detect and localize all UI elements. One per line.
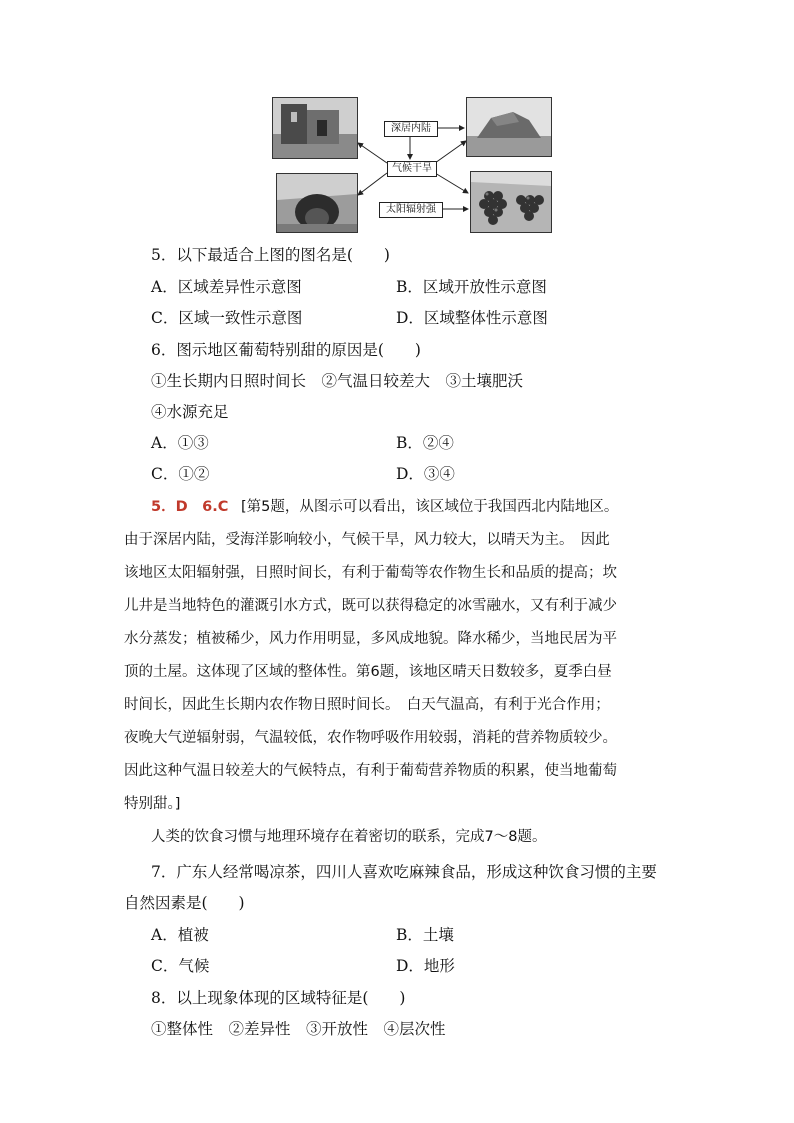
q8-items: ①整体性 ②差异性 ③开放性 ④层次性 xyxy=(151,1020,446,1038)
q5-stem: 5．以下最适合上图的图名是( ) xyxy=(151,246,390,264)
q7-option-d: D．地形 xyxy=(396,957,455,975)
q7-option-a: A．植被 xyxy=(151,926,209,944)
answer-line: 时间长，因此生长期内农作物日照时间长。 白天气温高，有利于光合作用； xyxy=(124,697,610,713)
q7-option-b: B．土壤 xyxy=(396,926,454,944)
answer-line: 顶的土屋。这体现了区域的整体性。第6题，该地区晴天日数较多，夏季白昼 xyxy=(124,664,612,680)
answer-line: 水分蒸发；植被稀少，风力作用明显，多风成地貌。降水稀少，当地民居为平 xyxy=(124,631,617,647)
q5-option-a: A．区域差异性示意图 xyxy=(151,278,302,296)
q5-option-b: B．区域开放性示意图 xyxy=(396,278,547,296)
grapes-photo xyxy=(470,171,552,233)
answer-first-line xyxy=(151,497,618,517)
answer-line: 儿井是当地特色的灌溉引水方式，既可以获得稳定的冰雪融水，又有利于减少 xyxy=(124,598,617,614)
answer-line: 夜晚大气逆辐射弱，气温较低，农作物呼吸作用较弱，消耗的营养物质较少。 xyxy=(124,730,617,746)
karez-well-photo xyxy=(276,173,358,233)
answer-line: 特别甜。] xyxy=(124,796,181,812)
q5-option-d: D．区域整体性示意图 xyxy=(396,309,548,327)
region-diagram xyxy=(272,95,550,235)
box-inland-location: 深居内陆 xyxy=(384,121,438,137)
mud-house-photo xyxy=(272,97,358,159)
q6-option-a: A．①③ xyxy=(151,434,209,452)
q5-option-c: C．区域一致性示意图 xyxy=(151,309,303,327)
q6-option-b: B．②④ xyxy=(396,434,454,452)
answer-line: 该地区太阳辐射强，日照时间长，有利于葡萄等农作物生长和品质的提高；坎 xyxy=(124,565,617,581)
box-arid-climate: 气候干旱 xyxy=(387,161,437,177)
q8-stem: 8．以上现象体现的区域特征是( ) xyxy=(151,989,406,1007)
q6-items-line2: ④水源充足 xyxy=(151,403,229,421)
yardang-landform-photo xyxy=(466,97,552,157)
q6-items-line1: ①生长期内日照时间长 ②气温日较差大 ③土壤肥沃 xyxy=(151,372,524,390)
q6-stem: 6．图示地区葡萄特别甜的原因是( ) xyxy=(151,341,421,359)
answer-line: [第5题，从图示可以看出，该区域位于我国西北内陆地区。 xyxy=(240,499,619,515)
answer-line: 因此这种气温日较差大的气候特点，有利于葡萄营养物质的积累，使当地葡萄 xyxy=(124,763,617,779)
q7-stem-line1: 7．广东人经常喝凉茶，四川人喜欢吃麻辣食品，形成这种饮食习惯的主要 xyxy=(151,863,657,881)
box-strong-solar-radiation: 太阳辐射强 xyxy=(379,202,443,218)
section-intro: 人类的饮食习惯与地理环境存在着密切的联系，完成7～8题。 xyxy=(151,829,547,845)
q6-option-d: D．③④ xyxy=(396,465,455,483)
answer-line: 由于深居内陆，受海洋影响较小，气候干旱，风力较大，以晴天为主。 因此 xyxy=(124,532,610,548)
q7-stem-line2: 自然因素是( ) xyxy=(124,894,245,912)
q7-option-c: C．气候 xyxy=(151,957,210,975)
answer-keys: 5．D 6.C xyxy=(151,499,229,515)
q6-option-c: C．①② xyxy=(151,465,210,483)
